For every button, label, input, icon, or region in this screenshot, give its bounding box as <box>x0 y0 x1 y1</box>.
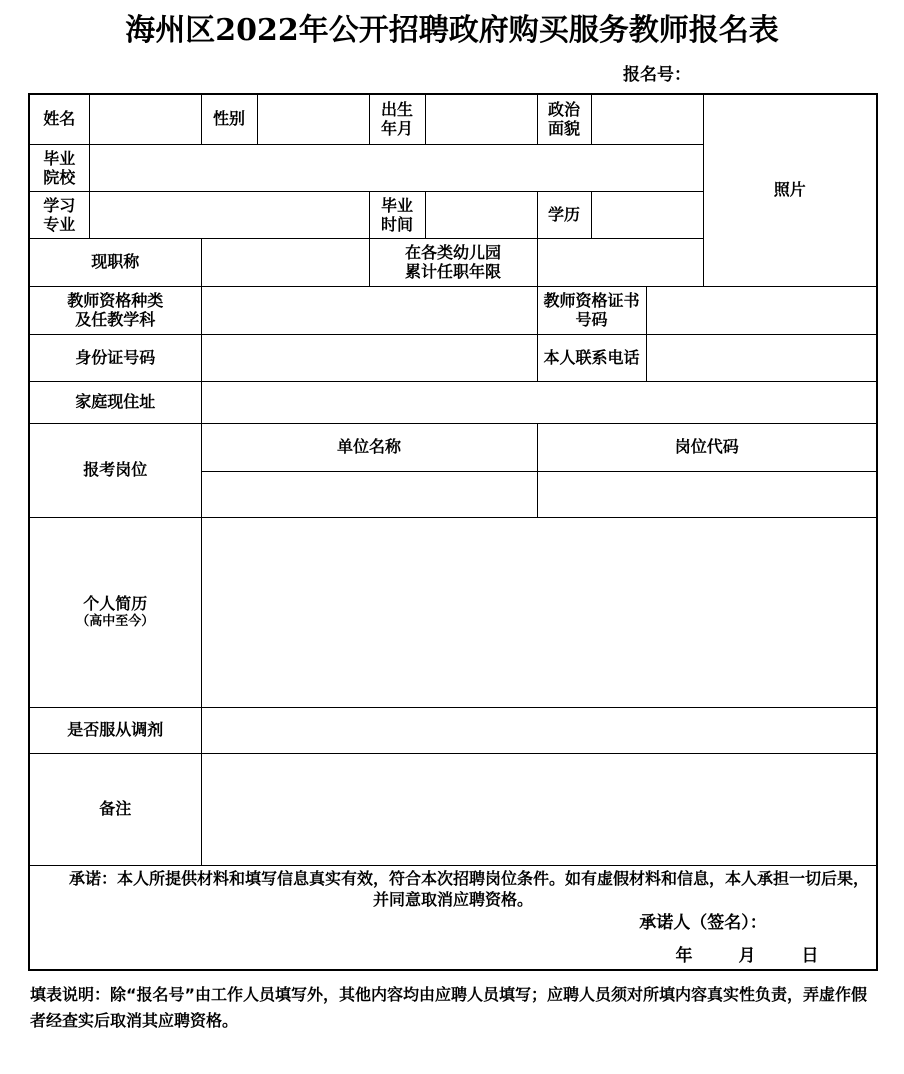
home-address-label: 家庭现住址 <box>29 381 201 423</box>
education-input-cell[interactable] <box>591 191 703 238</box>
political-status-input-cell[interactable] <box>591 94 703 144</box>
resume-input-cell[interactable] <box>201 517 877 707</box>
id-number-label: 身份证号码 <box>29 334 201 381</box>
obey-transfer-label: 是否服从调剂 <box>29 707 201 753</box>
page-title: 海州区2022年公开招聘政府购买服务教师报名表 <box>125 13 779 48</box>
current-title-label: 现职称 <box>29 238 201 286</box>
application-form-table <box>28 93 878 971</box>
kindergarten-years-label: 在各类幼儿园 累计任职年限 <box>369 238 537 286</box>
pledge-text: 承诺：本人所提供材料和填写信息真实有效，符合本次招聘岗位条件。如有虚假材料和信息，本人承担一切后果，并同意取消应聘资格。 <box>68 869 869 910</box>
id-number-input-cell[interactable] <box>201 334 537 381</box>
graduation-school-label: 毕业 院校 <box>29 144 89 191</box>
gender-label: 性别 <box>201 94 257 144</box>
position-code-header: 岗位代码 <box>537 423 877 471</box>
political-status-label: 政治 面貌 <box>537 94 591 144</box>
remarks-input-cell[interactable] <box>201 753 877 865</box>
major-label: 学习 专业 <box>29 191 89 238</box>
name-label: 姓名 <box>29 94 89 144</box>
pledge-cell <box>29 865 877 970</box>
applied-position-label: 报考岗位 <box>29 423 201 517</box>
teacher-cert-number-input-cell[interactable] <box>646 286 877 334</box>
phone-label: 本人联系电话 <box>537 334 646 381</box>
remarks-label: 备注 <box>29 753 201 865</box>
unit-name-header: 单位名称 <box>201 423 537 471</box>
major-input-cell[interactable] <box>89 191 369 238</box>
resume-label: 个人简历 （高中至今） <box>29 517 201 707</box>
gender-input-cell[interactable] <box>257 94 369 144</box>
obey-transfer-input-cell[interactable] <box>201 707 877 753</box>
current-title-input-cell[interactable] <box>201 238 369 286</box>
registration-number-label: 报名号： <box>623 65 691 85</box>
kindergarten-years-input-cell[interactable] <box>537 238 703 286</box>
position-code-input-cell[interactable] <box>537 471 877 517</box>
graduation-time-label: 毕业 时间 <box>369 191 425 238</box>
birth-date-input-cell[interactable] <box>425 94 537 144</box>
form-instructions: 填表说明：除“报名号”由工作人员填写外，其他内容均由应聘人员填写；应聘人员须对所填内容真实性负责，弄虚作假者经查实后取消其应聘资格。 <box>30 985 868 1030</box>
graduation-school-input-cell[interactable] <box>89 144 703 191</box>
name-input-cell[interactable] <box>89 94 201 144</box>
pledge-signer-label: 承诺人（签名）： <box>639 913 767 934</box>
pledge-date-label: 年 月 日 <box>675 946 823 967</box>
home-address-input-cell[interactable] <box>201 381 877 423</box>
birth-date-label: 出生 年月 <box>369 94 425 144</box>
unit-name-input-cell[interactable] <box>201 471 537 517</box>
graduation-time-input-cell[interactable] <box>425 191 537 238</box>
teacher-cert-type-input-cell[interactable] <box>201 286 537 334</box>
teacher-cert-number-label: 教师资格证书 号码 <box>537 286 646 334</box>
phone-input-cell[interactable] <box>646 334 877 381</box>
education-label: 学历 <box>537 191 591 238</box>
teacher-cert-type-label: 教师资格种类 及任教学科 <box>29 286 201 334</box>
photo-cell[interactable]: 照片 <box>703 94 877 286</box>
